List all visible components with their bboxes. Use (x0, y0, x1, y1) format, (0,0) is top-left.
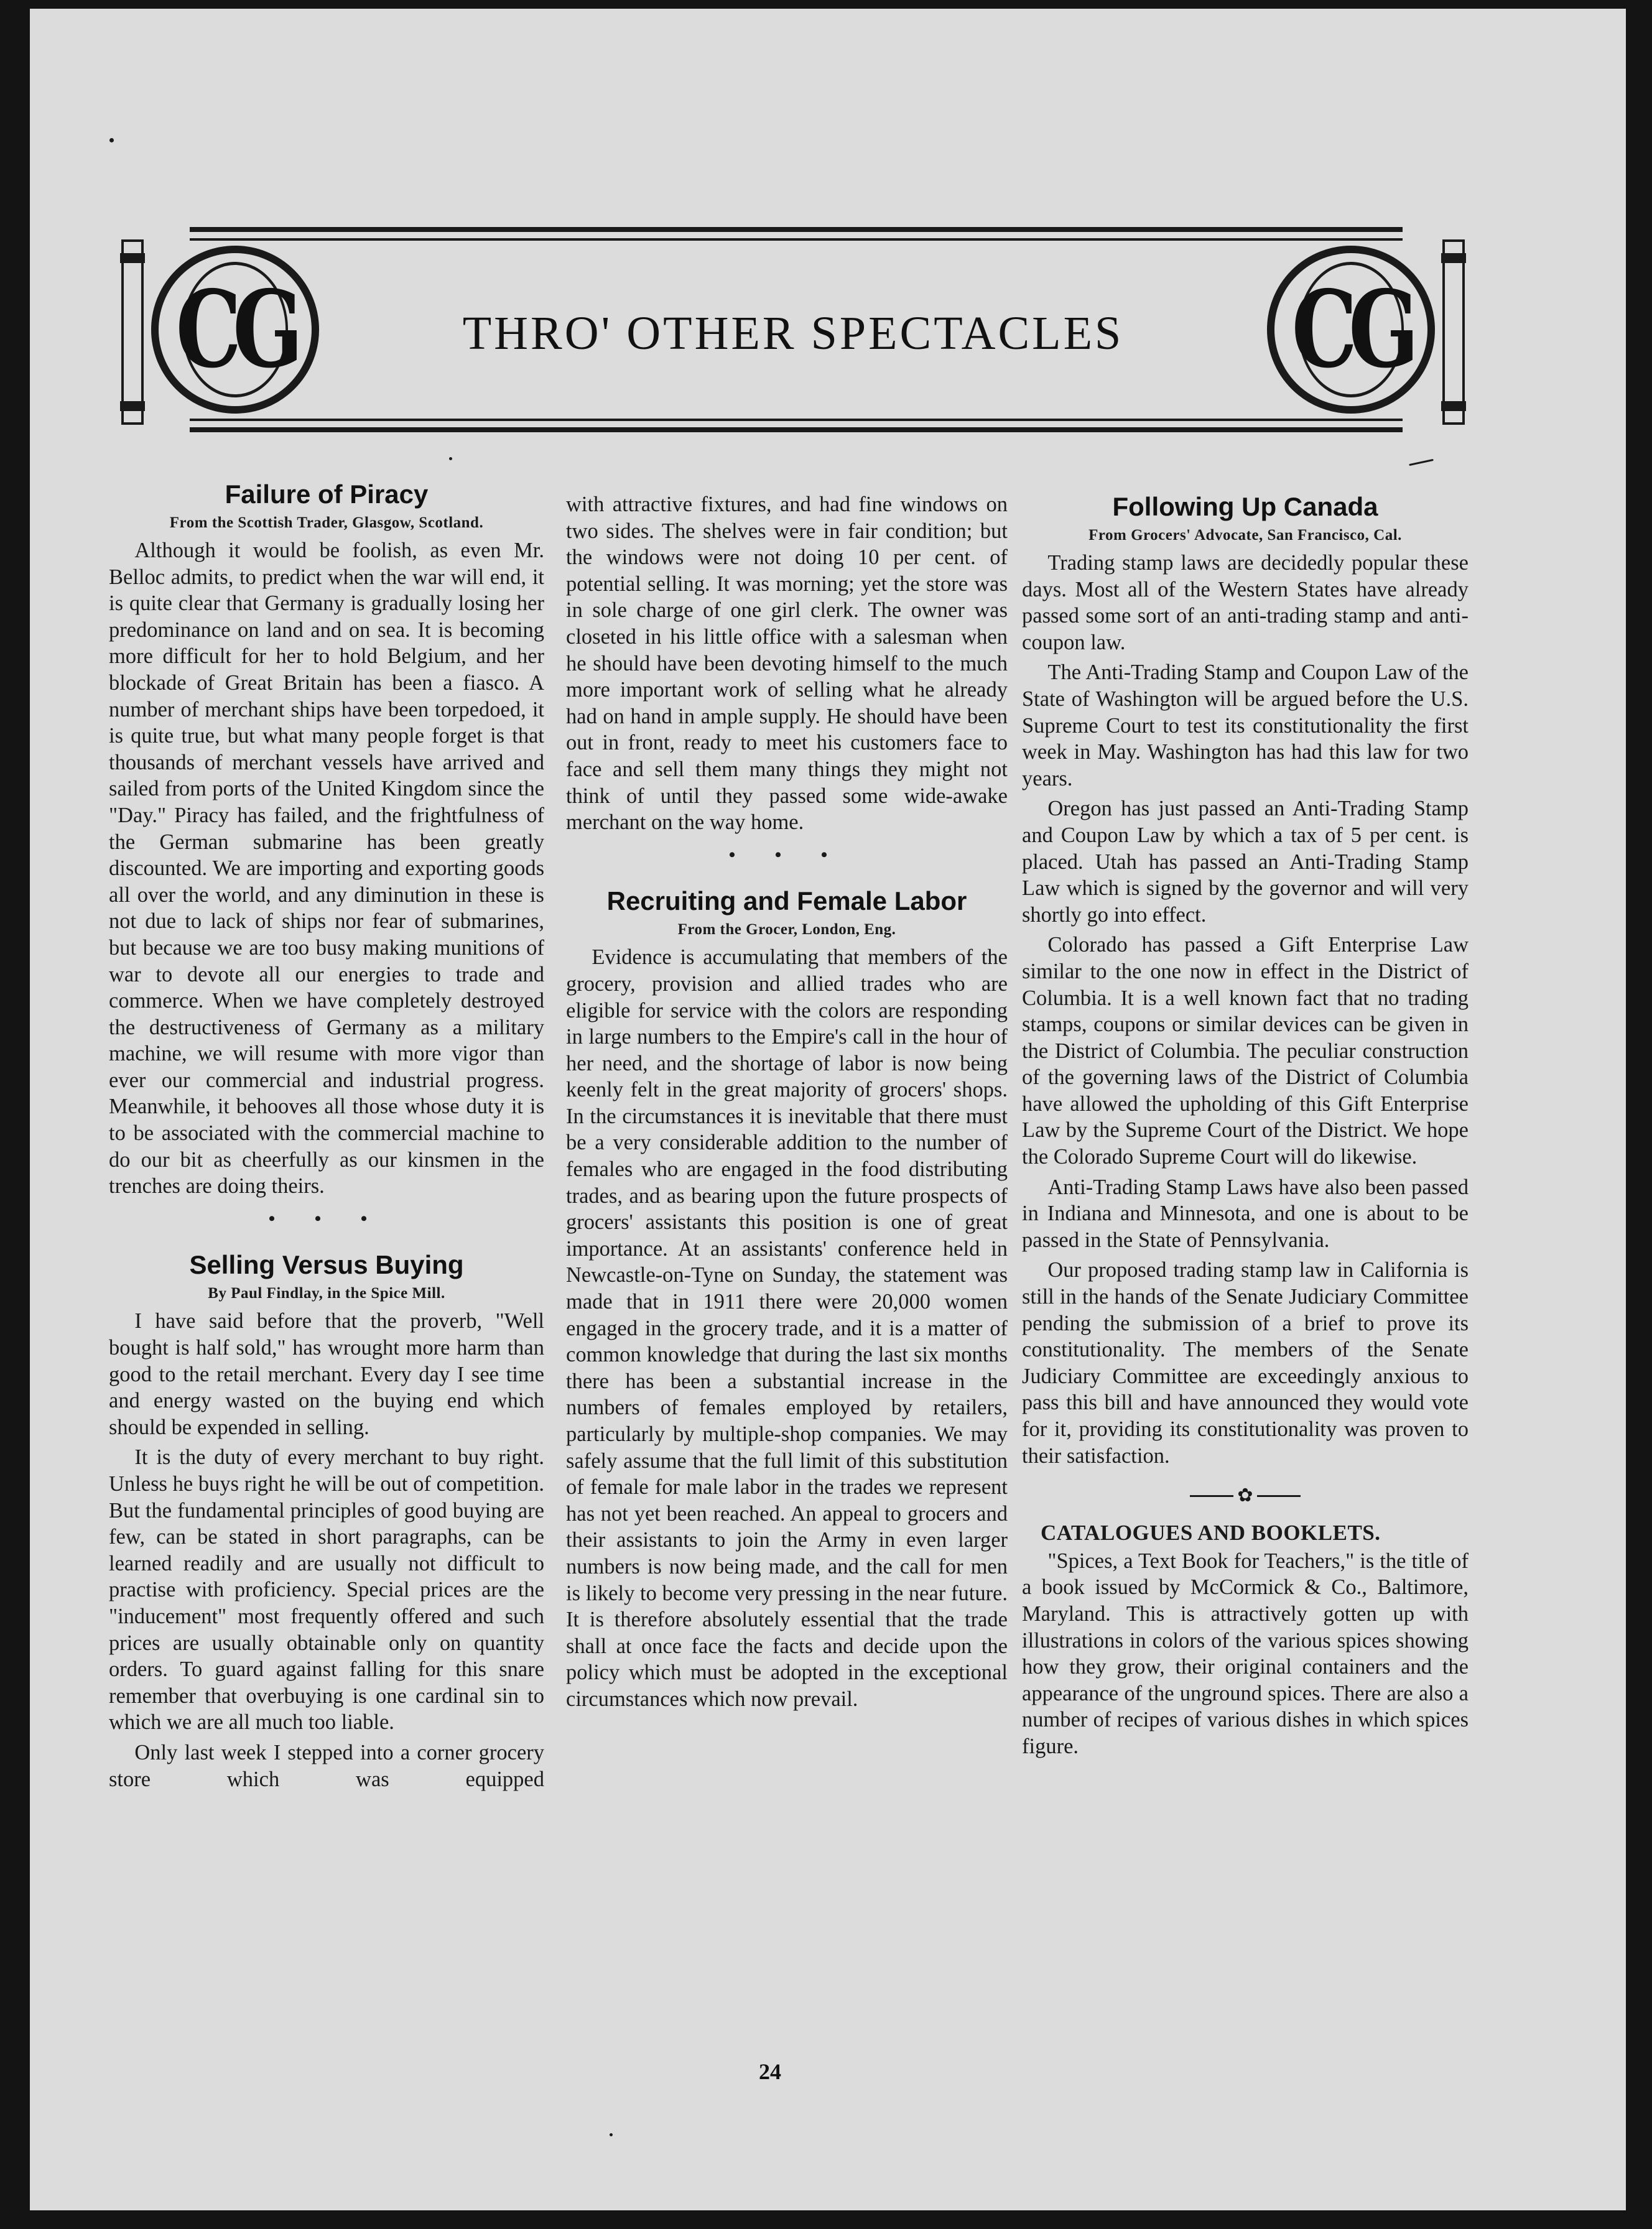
article-paragraph: The Anti-Trading Stamp and Coupon Law of the State of Washington will be argued before the U.S. Supreme Court to test its constitutionality the first week in May. Washington has had this law for two years. (1022, 660, 1469, 790)
cg-logo-left (151, 246, 319, 414)
article-paragraph: It is the duty of every merchant to buy right. Unless he buys right he will be out of competition. But the fundamental principles of good buying are few, can be stated in short paragraphs, can be learned readily and are usually not difficult to practise with proficiency. Special prices are the "inducement" most frequently offered and such prices are usually obtainable only on quantity orders. To guard against falling for this snare remember that overbuying is one cardinal sin to which we are all much too liable. (109, 1445, 544, 1735)
banner-end-bar-left (121, 239, 144, 425)
page-title: THRO' OTHER SPECTACLES (462, 307, 1124, 359)
column-1 (109, 479, 544, 1796)
article-paragraph: Evidence is accumulating that members of the grocery, provision and allied trades who are eligible for service with the colors are responding in large numbers to the Empire's call in the hour of her need, and the shortage of labor is now being keenly felt in the great majority of grocers' shops. In the circumstances it is inevitable that there must be a very considerable addition to the number of females who are engaged in the food distributing trades, and as bearing upon the future prospects of grocers' assistants this position is one of great importance. At an assistants' conference held in Newcastle-on-Tyne on Sunday, the statement was made that in 1911 there were 20,000 women engaged in the grocery trade, and it is a matter of common knowledge that during the last six months there has been a substantial increase in the numbers of females employed by retailers, particularly by multiple-shop companies. We may safely assume that the full limit of this substitution of female for male labor in the trades we represent has not yet been reached. An appeal to grocers and their assistants to join the Army in even larger numbers is now being made, and the call for men is likely to become very pressing in the near future. It is therefore absolutely essential that the trade shall at once face the facts and decide upon the policy which must be adopted in the exceptional circumstances which now prevail. (566, 945, 1008, 1711)
ink-speck (449, 457, 452, 460)
cg-logo-right (1267, 246, 1435, 414)
banner-end-bar-right (1442, 239, 1465, 425)
article-title: Failure of Piracy (225, 480, 429, 509)
article-paragraph: Although it would be foolish, as even Mr. Belloc admits, to predict when the war will end, it is quite clear that Germany is gradually losing her predominance on land and on sea. It is becoming more difficult for her to hold Belgium, and her blockade of Great Britain has been a fiasco. A number of merchant ships have been torpedoed, it is quite true, but what many people forget is that thousands of merchant vessels have arrived and sailed from ports of the United Kingdom since the "Day." Piracy has failed, and the frightfulness of the German submarine has been greatly discounted. We are importing and exporting goods all over the world, and any diminution in these is not due to lack of ships nor fear of submarines, but because we are too busy making munitions of war to devote all our energies to trade and commerce. When we have completely destroyed the destructiveness of Germany as a military machine, we will resume with more vigor than ever our commercial and industrial progress. Meanwhile, it behooves all those whose duty it is to be associated with the commercial machine to do our bit as cheerfully as our kinsmen in the trenches are doing theirs. (109, 539, 544, 1198)
article-source: From Grocers' Advocate, San Francisco, Cal. (1088, 527, 1402, 544)
banner-rule-top-inner (190, 238, 1403, 241)
section-heading: CATALOGUES AND BOOKLETS. (1041, 1521, 1381, 1545)
article-paragraph-continued: with attractive fixtures, and had fine windows on two sides. The shelves were in fair condition; but the windows were not doing 10 per cent. of potential selling. It was morning; yet the store was in sole charge of one girl clerk. The owner was closeted in his little office with a salesman when he should have been devoting himself to the much more important work of selling what he already had on hand in ample supply. He should have been out in front, ready to meet his customers face to face and sell them many things they might not think of until they passed some wide-awake merchant on the way home. (566, 493, 1008, 835)
article-paragraph: Colorado has passed a Gift Enterprise Law similar to the one now in effect in the District of Columbia. It is a well known fact that no trading stamps, coupons or similar devices can be given in the District of Columbia. The peculiar construction of the governing laws of the District of Columbia have allowed the upholding of this Gift Enterprise Law by the Supreme Court of the District. We hope the Colorado Supreme Court will do likewise. (1022, 933, 1469, 1169)
article-paragraph: Our proposed trading stamp law in California is still in the hands of the Senate Judiciary Committee pending the submission of a brief to prove its constitutionality. The members of the Senate Judiciary Committee are exceedingly anxious to pass this bill and have announced they would vote for it, providing its constitutionality was proven to their satisfaction. (1022, 1258, 1469, 1468)
section-separator: • • • (268, 1208, 385, 1229)
article-title: Following Up Canada (1112, 492, 1378, 521)
article-paragraph: Only last week I stepped into a corner grocery store which was equipped (109, 1740, 544, 1791)
cg-logo-text: CG (1298, 262, 1404, 397)
banner-rule-bottom (190, 427, 1403, 432)
column-3 (1022, 491, 1469, 1764)
banner-rule-top (190, 227, 1403, 232)
article-paragraph: Trading stamp laws are decidedly popular these days. Most all of the Western States have already passed some sort of an anti-trading stamp and anti-coupon law. (1022, 551, 1469, 654)
article-source: From the Scottish Trader, Glasgow, Scotland. (169, 514, 484, 531)
column-2 (566, 491, 1008, 1717)
article-title: Selling Versus Buying (189, 1250, 464, 1280)
section-separator: • • • (728, 844, 845, 865)
header-banner (121, 227, 1465, 438)
article-paragraph: I have said before that the proverb, "Well bought is half sold," has wrought more harm than good to the retail merchant. Every day I see time and energy wasted on the buying end which should be expended in selling. (109, 1309, 544, 1439)
banner-rule-bottom-inner (190, 419, 1403, 421)
ink-speck (610, 2133, 613, 2136)
flower-icon: ✿ (1237, 1485, 1253, 1506)
article-source: By Paul Findlay, in the Spice Mill. (208, 1285, 445, 1302)
article-source: From the Grocer, London, Eng. (677, 921, 896, 938)
article-paragraph: "Spices, a Text Book for Teachers," is the title of a book issued by McCormick & Co., Baltimore, Maryland. This is attractively gotten up with illustrations in colors of the various spices showing how they grow, their original containers and the appearance of the unground spices. There are also a number of recipes of various dishes in which spices figure. (1022, 1549, 1469, 1758)
article-paragraph: Anti-Trading Stamp Laws have also been passed in Indiana and Minnesota, and one is about to be passed in the State of Pennsylvania. (1022, 1175, 1469, 1252)
flower-ornament (1022, 1486, 1469, 1505)
article-title: Recruiting and Female Labor (606, 886, 967, 916)
ink-speck (109, 138, 114, 142)
cg-logo-text: CG (182, 262, 288, 397)
article-paragraph: Oregon has just passed an Anti-Trading Stamp and Coupon Law by which a tax of 5 per cent. is placed. Utah has passed an Anti-Trading Stamp Law which is signed by the governor and will very shortly go into effect. (1022, 797, 1469, 927)
page-number: 24 (759, 2059, 781, 2084)
